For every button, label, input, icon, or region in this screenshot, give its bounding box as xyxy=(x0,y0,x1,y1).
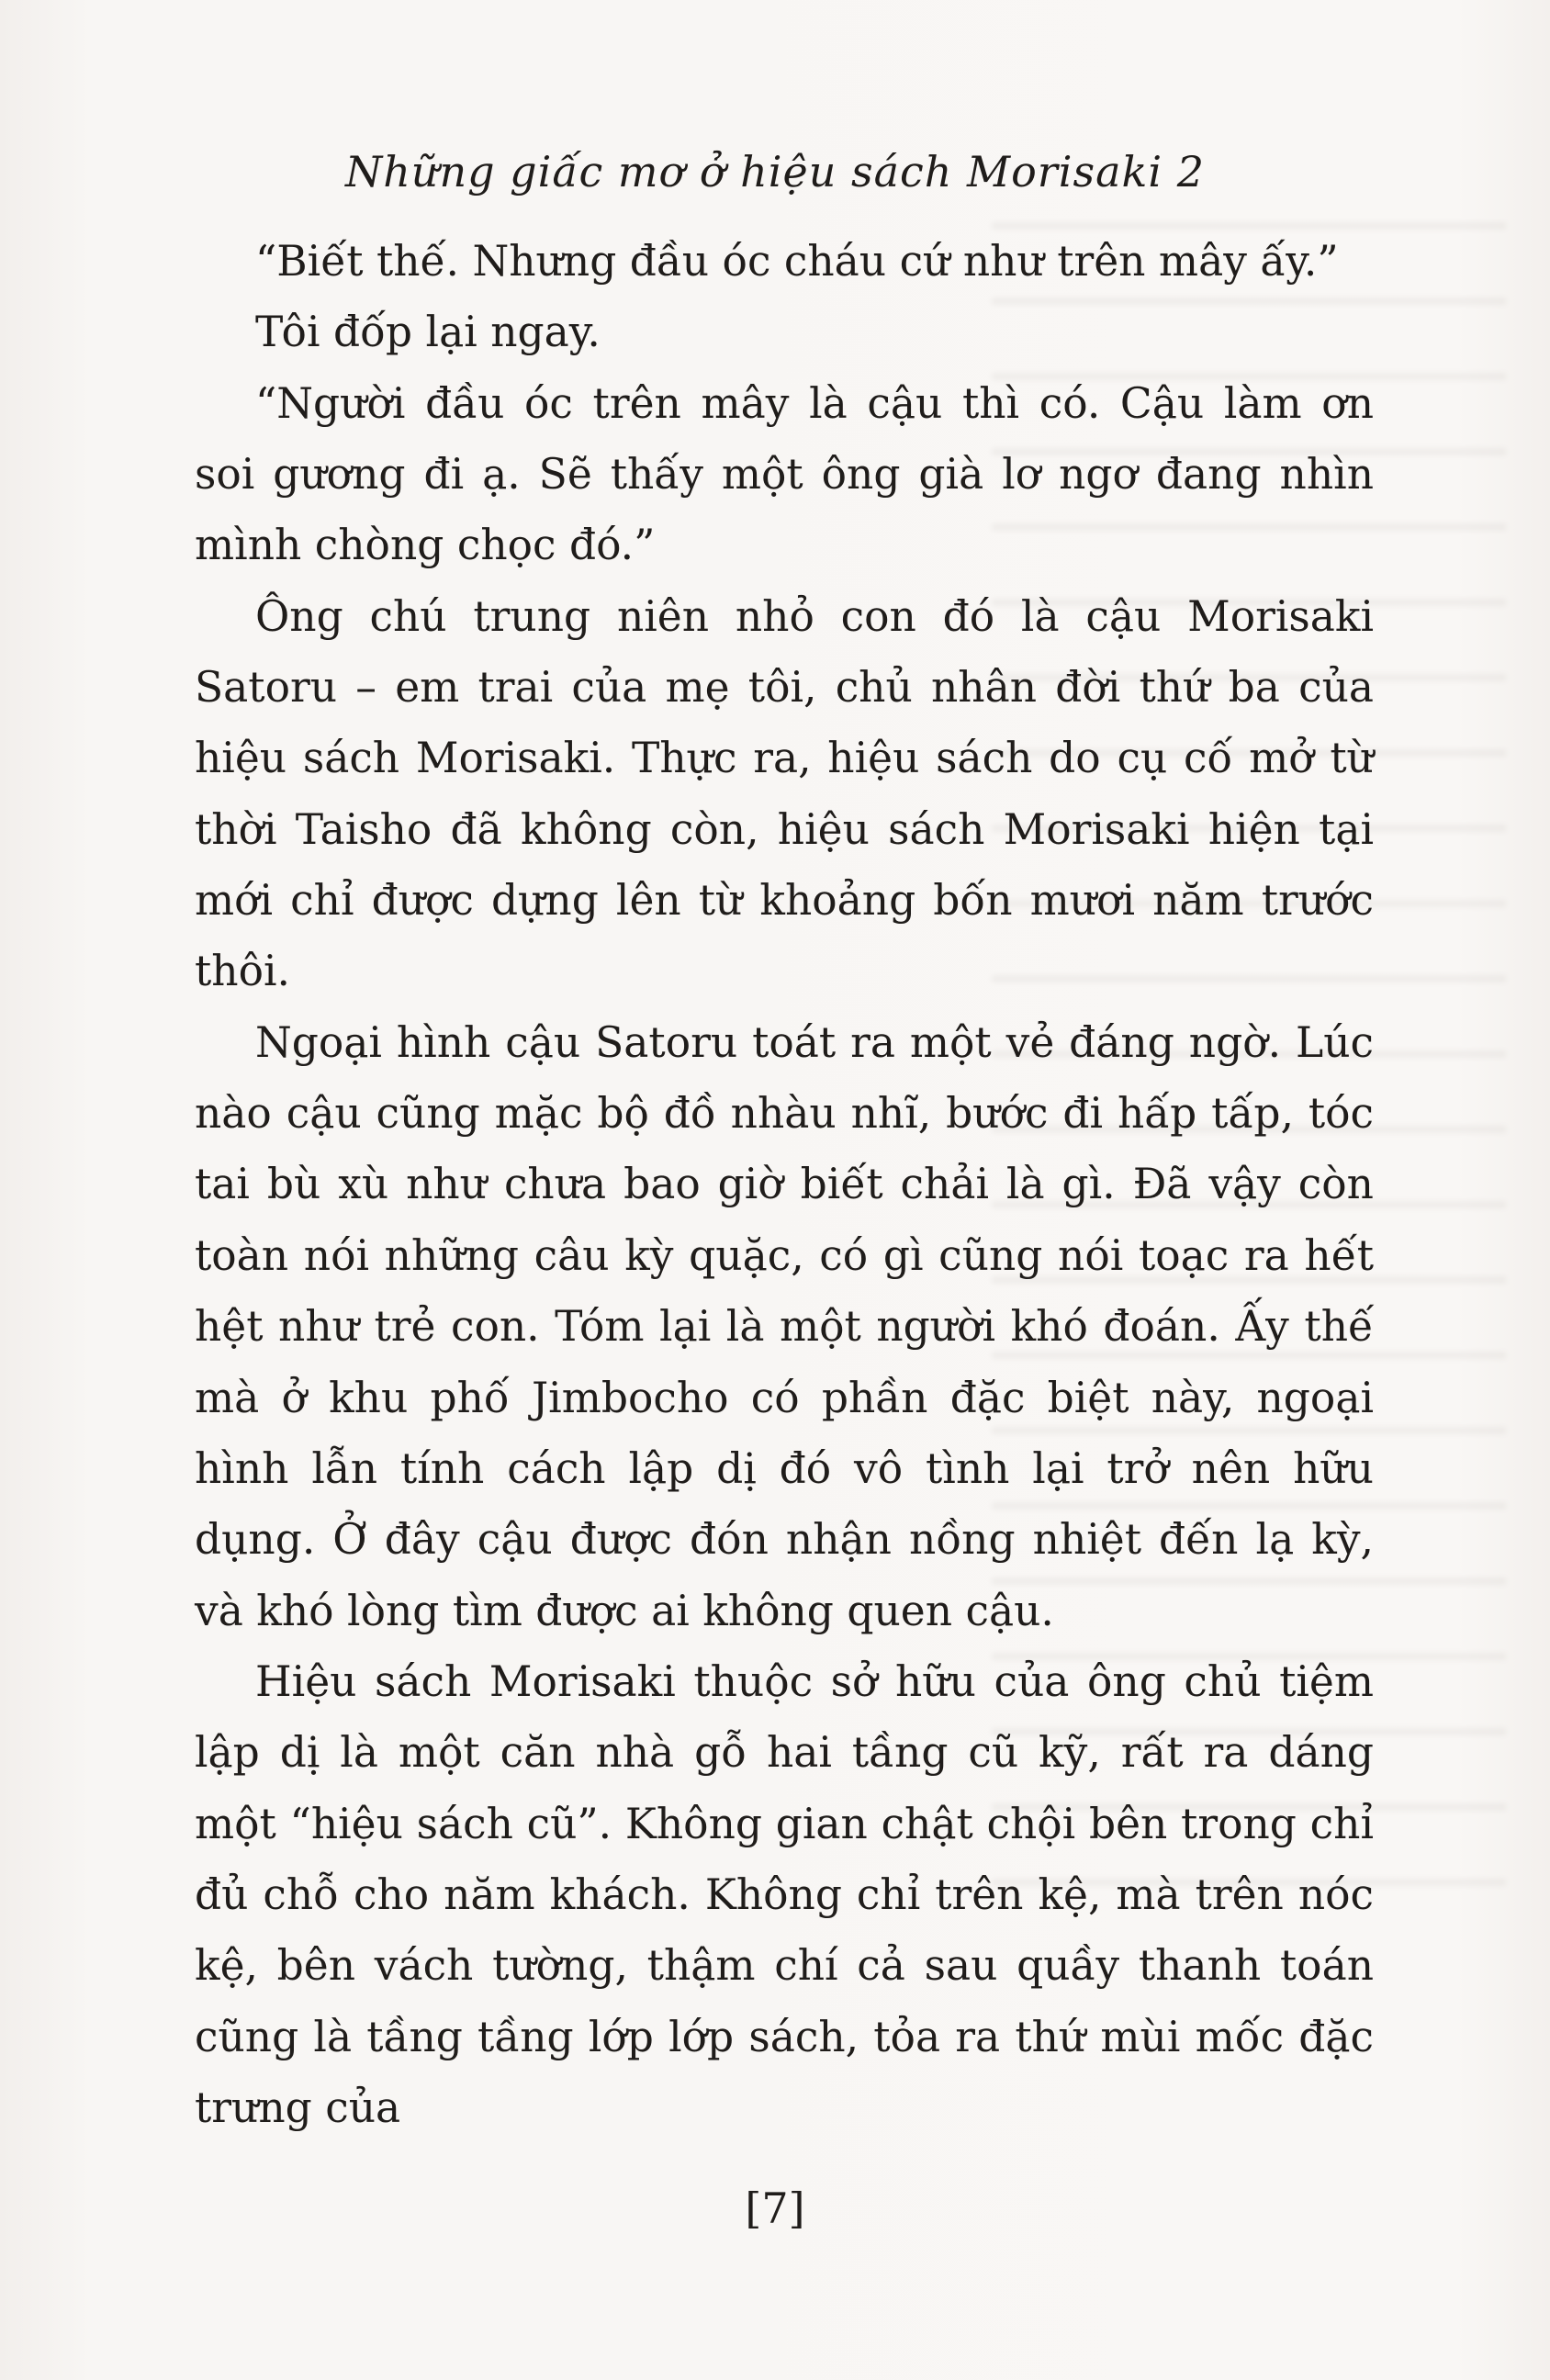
running-header-title: Những giấc mơ ở hiệu sách Morisaki 2 xyxy=(344,147,1206,196)
paragraph: Hiệu sách Morisaki thuộc sở hữu của ông chủ tiệm lập dị là một căn nhà gỗ hai tầng cũ kỹ, rất ra dáng một “hiệu sách cũ”. Không gian chật chội bên trong chỉ đủ chỗ cho năm khách. Không chỉ trên kệ, mà trên nóc kệ, bên vách tường, thậm chí cả sau quầy thanh toán cũng là tầng tầng lớp lớp sách, tỏa ra thứ mùi mốc đặc trưng của xyxy=(195,1656,1374,2132)
paragraph: Ông chú trung niên nhỏ con đó là cậu Morisaki Satoru – em trai của mẹ tôi, chủ nhân đời thứ ba của hiệu sách Morisaki. Thực ra, hiệu sách do cụ cố mở từ thời Taisho đã không còn, hiệu sách Morisaki hiện tại mới chỉ được dựng lên từ khoảng bốn mươi năm trước thôi. xyxy=(195,591,1374,996)
paragraph: Ngoại hình cậu Satoru toát ra một vẻ đáng ngờ. Lúc nào cậu cũng mặc bộ đồ nhàu nhĩ, bước đi hấp tấp, tóc tai bù xù như chưa bao giờ biết chải là gì. Đã vậy còn toàn nói những câu kỳ quặc, có gì cũng nói toạc ra hết hệt như trẻ con. Tóm lại là một người khó đoán. Ấy thế mà ở khu phố Jimbocho có phần đặc biệt này, ngoại hình lẫn tính cách lập dị đó vô tình lại trở nên hữu dụng. Ở đây cậu được đón nhận nồng nhiệt đến lạ kỳ, và khó lòng tìm được ai không quen cậu. xyxy=(195,1017,1374,1635)
paragraph: Tôi đốp lại ngay. xyxy=(254,308,601,357)
page-number: [7] xyxy=(745,2184,805,2233)
paragraph: “Biết thế. Nhưng đầu óc cháu cứ như trên mây ấy.” xyxy=(254,237,1339,286)
paragraph: “Người đầu óc trên mây là cậu thì có. Cậu làm ơn soi gương đi ạ. Sẽ thấy một ông già lơ ngơ đang nhìn mình chòng chọc đó.” xyxy=(195,378,1374,570)
body-text xyxy=(195,226,1374,2143)
